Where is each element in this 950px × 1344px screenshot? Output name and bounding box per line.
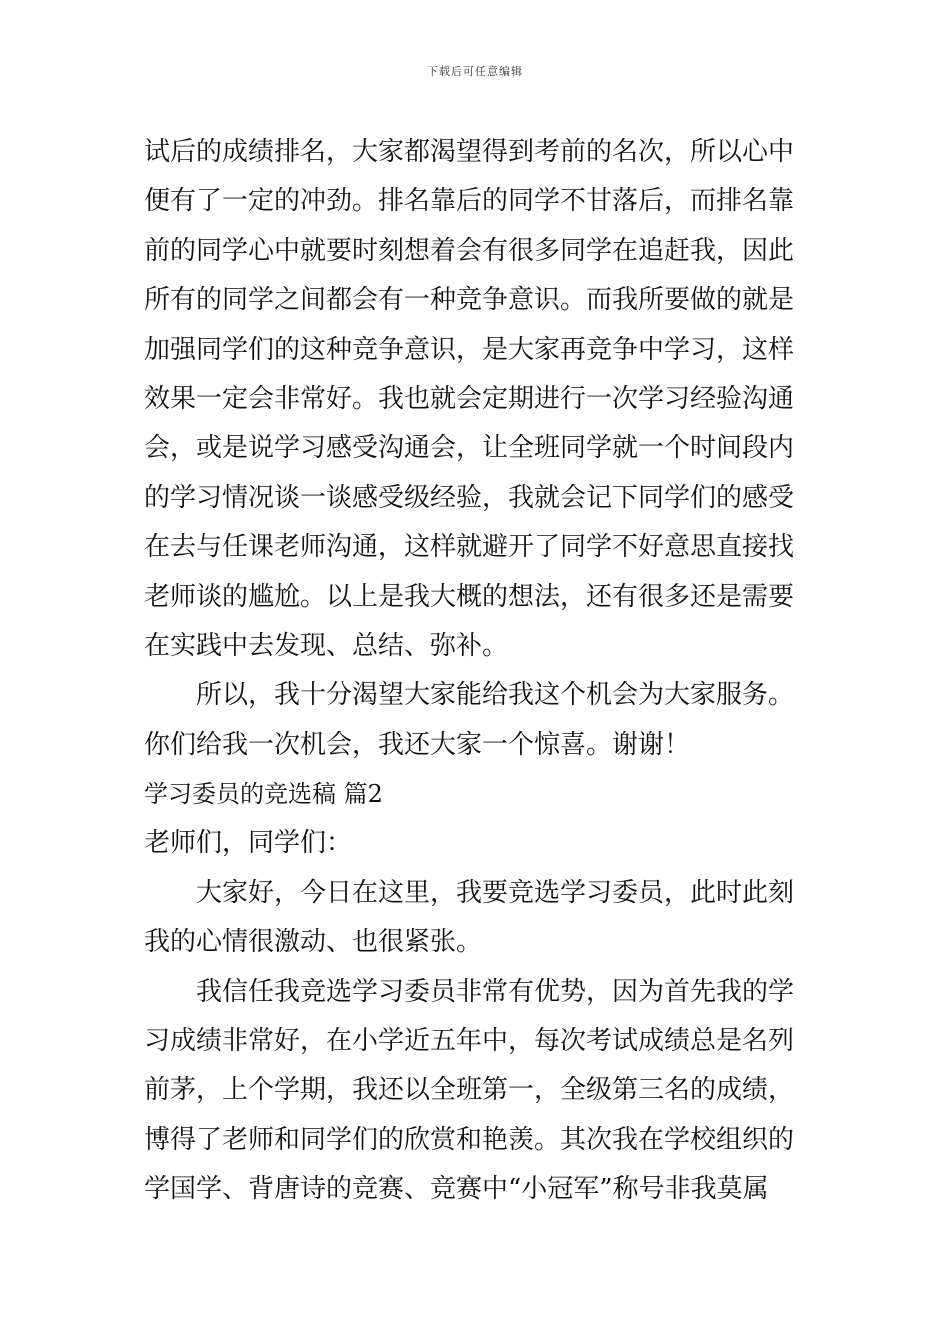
- text-line: 的学习情况谈一谈感受级经验，我就会记下同学们的感受: [144, 482, 795, 513]
- text-line: 前的同学心中就要时刻想着会有很多同学在追赶我，因此: [144, 235, 795, 266]
- text-line: 在实践中去发现、总结、弥补。: [144, 630, 509, 661]
- paragraph-start-line: 大家好，今日在这里，我要竞选学习委员，此时此刻: [196, 877, 795, 908]
- text-line: 所有的同学之间都会有一种竞争意识。而我所要做的就是: [144, 285, 795, 316]
- text-line: 我的心情很激动、也很紧张。: [144, 927, 483, 958]
- document-body: [144, 128, 812, 1215]
- text-line: 会，或是说学习感受沟通会，让全班同学就一个时间段内: [144, 433, 795, 464]
- text-line: 你们给我一次机会，我还大家一个惊喜。谢谢！: [144, 729, 691, 760]
- text-line: 前茅，上个学期，我还以全班第一，全级第三名的成绩，: [144, 1075, 795, 1106]
- text-line: 试后的成绩排名，大家都渴望得到考前的名次，所以心中: [144, 137, 795, 167]
- salutation-line: 老师们，同学们：: [144, 828, 353, 859]
- text-line: 学国学、背唐诗的竞赛、竞赛中“小冠军”称号非我莫属: [144, 1174, 769, 1205]
- text-line: 习成绩非常好，在小学近五年中，每次考试成绩总是名列: [144, 1026, 795, 1057]
- paragraph-start-line: 所以，我十分渴望大家能给我这个机会为大家服务。: [196, 680, 795, 711]
- paragraph-start-line: 我信任我竞选学习委员非常有优势，因为首先我的学: [196, 976, 795, 1007]
- page-header: 下载后可任意编辑: [427, 65, 523, 78]
- text-line: 效果一定会非常好。我也就会定期进行一次学习经验沟通: [144, 383, 795, 414]
- section-heading: 学习委员的竞选稿 篇2: [144, 780, 383, 809]
- text-line: 便有了一定的冲劲。排名靠后的同学不甘落后，而排名靠: [144, 186, 795, 217]
- text-line: 老师谈的尴尬。以上是我大概的想法，还有很多还是需要: [144, 581, 795, 612]
- text-line: 加强同学们的这种竞争意识，是大家再竞争中学习，这样: [144, 334, 795, 365]
- text-line: 博得了老师和同学们的欣赏和艳羡。其次我在学校组织的: [144, 1124, 795, 1155]
- text-line: 在去与任课老师沟通，这样就避开了同学不好意思直接找: [144, 532, 795, 563]
